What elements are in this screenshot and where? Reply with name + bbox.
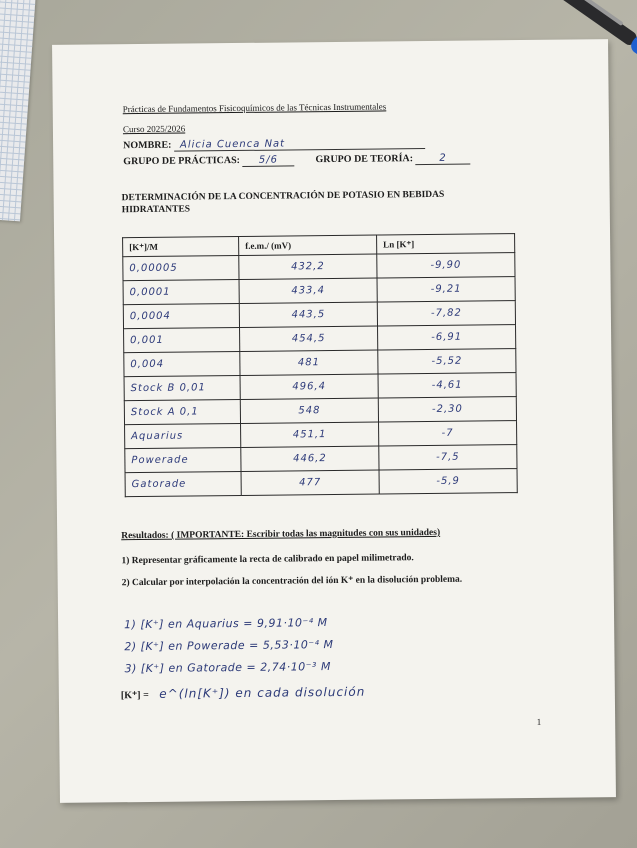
k-formula-value: e^(ln[K⁺]) en cada disolución [159, 684, 366, 701]
cell-fem: 446,2 [241, 446, 379, 471]
cell-fem: 433,4 [239, 278, 377, 303]
cell-concentration: 0,001 [124, 327, 240, 352]
cell-concentration: Stock B 0,01 [124, 375, 240, 400]
answer-gatorade: 3) [K⁺] en Gatorade = 2,74·10⁻³ M [124, 660, 331, 676]
theory-group-value: 2 [439, 152, 447, 164]
cell-ln: -7 [379, 421, 517, 446]
table-row [125, 469, 517, 497]
cell-ln: -6,91 [378, 325, 516, 350]
col-header-ln: Ln [K⁺] [377, 234, 515, 254]
cell-concentration: Aquarius [125, 423, 241, 448]
page-number: 1 [536, 716, 542, 727]
cell-concentration: 0,004 [124, 351, 240, 376]
answer-powerade: 2) [K⁺] en Powerade = 5,53·10⁻⁴ M [124, 638, 334, 654]
cell-ln: -9,90 [377, 253, 515, 278]
results-heading: Resultados: ( IMPORTANTE: Escribir todas las magnitudes con sus unidades) [121, 527, 441, 542]
cell-fem: 481 [240, 350, 378, 375]
cell-concentration: Gatorade [125, 471, 241, 496]
k-formula-label: [K⁺] = [120, 689, 149, 702]
practice-group-value: 5/6 [258, 154, 279, 166]
cell-concentration: 0,00005 [123, 255, 239, 280]
cell-ln: -7,82 [377, 301, 515, 326]
theory-group-field [415, 153, 470, 166]
practice-group-field [242, 154, 294, 167]
cell-fem: 477 [241, 470, 379, 495]
cell-fem: 443,5 [239, 302, 377, 327]
groups-row [123, 153, 470, 169]
col-header-fem: f.e.m./ (mV) [239, 235, 377, 255]
name-label: NOMBRE: [123, 139, 172, 152]
col-header-concentration: [K⁺]/M [123, 236, 239, 256]
k-formula-row [121, 685, 366, 702]
cell-fem: 548 [240, 398, 378, 423]
name-value: Alicia Cuenca Nat [179, 138, 286, 151]
practice-group-label: GRUPO DE PRÁCTICAS: [123, 154, 240, 168]
cell-ln: -4,61 [378, 373, 516, 398]
worksheet-title: DETERMINACIÓN DE LA CONCENTRACIÓN DE POTASIO EN BEBIDAS HIDRATANTES [121, 189, 445, 216]
name-row [123, 137, 425, 152]
course-line: Prácticas de Fundamentos Fisicoquímicos de las Técnicas Instrumentales [122, 101, 387, 115]
cell-concentration: Stock A 0,1 [124, 399, 240, 424]
cell-concentration: Powerade [125, 447, 241, 472]
data-table [122, 233, 518, 497]
cell-ln: -5,9 [379, 469, 517, 494]
cell-fem: 454,5 [240, 326, 378, 351]
cell-ln: -2,30 [378, 397, 516, 422]
cell-ln: -5,52 [378, 349, 516, 374]
question-2: 2) Calcular por interpolación la concentración del ión K⁺ en la disolución problema. [121, 574, 463, 589]
cell-concentration: 0,0001 [123, 279, 239, 304]
graph-paper-sheet [0, 0, 36, 221]
cell-fem: 432,2 [239, 254, 377, 279]
worksheet-paper [52, 39, 616, 803]
cell-fem: 451,1 [241, 422, 379, 447]
year-line: Curso 2025/2026 [122, 123, 186, 135]
theory-group-label: GRUPO DE TEORÍA: [315, 153, 414, 166]
cell-concentration: 0,0004 [123, 303, 239, 328]
cell-ln: -7,5 [379, 445, 517, 470]
answer-aquarius: 1) [K⁺] en Aquarius = 9,91·10⁻⁴ M [124, 616, 328, 632]
question-1: 1) Representar gráficamente la recta de calibrado en papel milimetrado. [121, 553, 414, 567]
cell-ln: -9,21 [377, 277, 515, 302]
name-field [174, 137, 425, 152]
cell-fem: 496,4 [240, 374, 378, 399]
